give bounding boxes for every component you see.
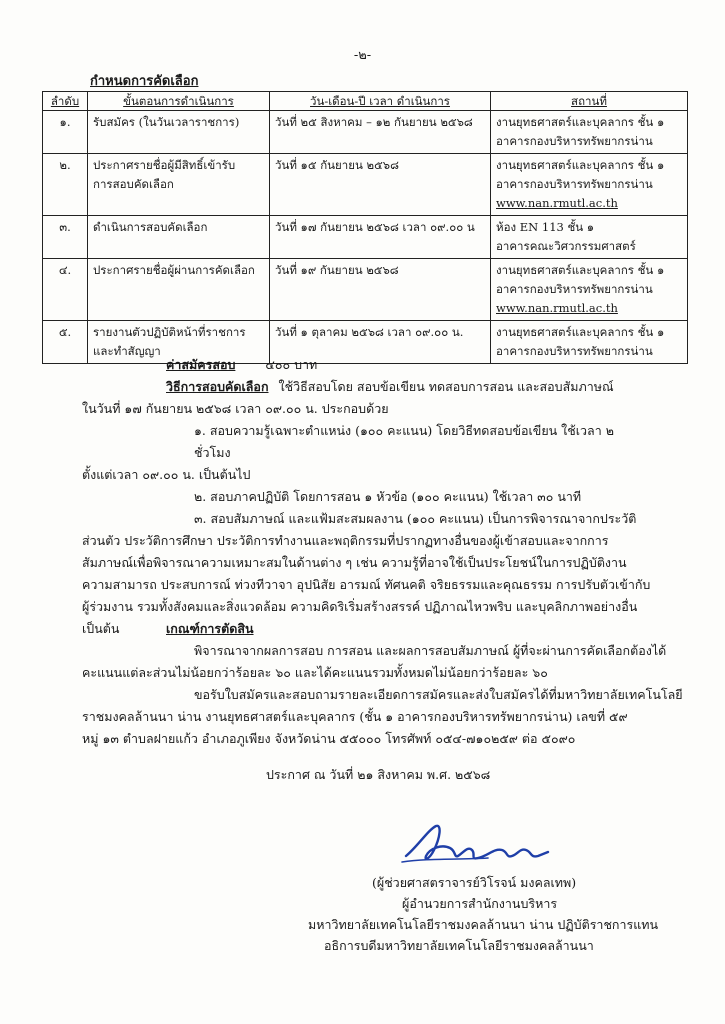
row-place (491, 216, 688, 259)
place-line: งานยุทธศาสตร์และบุคลากร ชั้น ๑ (496, 263, 665, 277)
step-line: ดำเนินการสอบคัดเลือก (93, 220, 208, 234)
website-link[interactable]: www.nan.rmutl.ac.th (496, 196, 618, 210)
method-item-3a: ๓. สอบสัมภาษณ์ และแฟ้มสะสมผลงาน (๑๐๐ คะแนน) เป็นการพิจารณาจากประวัติ (194, 511, 637, 526)
step-line: รายงานตัวปฏิบัติหน้าที่ราชการ (93, 325, 246, 339)
fee-value: ๔๐๐ บาท (265, 357, 318, 372)
signer-title-2: มหาวิทยาลัยเทคโนโลยีราชมงคลล้านนา น่าน ปฏิบัติราชการแทน (308, 917, 659, 932)
contact-line-2: ราชมงคลล้านนา น่าน งานยุทธศาสตร์และบุคลากร (ชั้น ๑ อาคารกองบริหารทรัพยากรน่าน) เลขที่ ๕๙ (82, 709, 628, 724)
criteria-line-1: พิจารณาจากผลการสอบ การสอน และผลการสอบสัมภาษณ์ ผู้ที่จะผ่านการคัดเลือกต้องได้ (194, 643, 667, 658)
row-step (88, 154, 270, 216)
signer-title-1: ผู้อำนวยการสำนักงานบริหาร (402, 896, 558, 911)
table-row (43, 259, 688, 321)
row-date: วันที่ ๑๗ กันยายน ๒๕๖๘ เวลา ๐๙.๐๐ น (270, 216, 491, 259)
method-item-3f: เป็นต้น (82, 621, 120, 636)
step-line: ประกาศรายชื่อผู้ผ่านการคัดเลือก (93, 263, 255, 277)
header-step: ขั้นตอนการดำเนินการ (88, 92, 270, 111)
method-label: วิธีการสอบคัดเลือก (166, 379, 269, 394)
step-line: รับสมัคร (ในวันเวลาราชการ) (93, 115, 240, 129)
signer-name: (ผู้ช่วยศาสตราจารย์วิโรจน์ มงคลเทพ) (372, 875, 577, 890)
method-intro: ใช้วิธีสอบโดย สอบข้อเขียน ทดสอบการสอน และสอบสัมภาษณ์ (278, 379, 614, 394)
page-number: -๒- (353, 48, 372, 63)
row-date: วันที่ ๑ ตุลาคม ๒๕๖๘ เวลา ๐๙.๐๐ น. (270, 321, 491, 364)
method-intro-2: ในวันที่ ๑๗ กันยายน ๒๕๖๘ เวลา ๐๙.๐๐ น. ประกอบด้วย (82, 401, 389, 416)
row-no: ๔. (43, 259, 88, 321)
table-row (43, 154, 688, 216)
method-item-3e: ผู้ร่วมงาน รวมทั้งสังคมและสิ่งแวดล้อม ความคิดริเริ่มสร้างสรรค์ ปฏิภาณไหวพริบ และบุคลิกภาพอย่างอื่น (82, 599, 638, 614)
place-line: อาคารกองบริหารทรัพยากรน่าน (496, 177, 653, 191)
contact-line-3: หมู่ ๑๓ ตำบลฝายแก้ว อำเภอภูเพียง จังหวัดน่าน ๕๕๐๐๐ โทรศัพท์ ๐๕๔-๗๑๐๒๕๙ ต่อ ๕๐๙๐ (82, 731, 576, 746)
row-no: ๑. (43, 111, 88, 154)
header-no: ลำดับ (43, 92, 88, 111)
signature-image (398, 818, 558, 878)
step-line: ประกาศรายชื่อผู้มีสิทธิ์เข้ารับ (93, 158, 236, 172)
place-line: งานยุทธศาสตร์และบุคลากร ชั้น ๑ (496, 325, 665, 339)
place-line: งานยุทธศาสตร์และบุคลากร ชั้น ๑ (496, 158, 665, 172)
step-line: การสอบคัดเลือก (93, 177, 174, 191)
header-place: สถานที่ (491, 92, 688, 111)
table-header-row (43, 92, 688, 111)
row-place (491, 259, 688, 321)
contact-line-1: ขอรับใบสมัครและสอบถามรายละเอียดการสมัครและส่งใบสมัครได้ที่มหาวิทยาลัยเทคโนโลยี (194, 687, 683, 702)
exam-method (82, 376, 651, 640)
row-step (88, 111, 270, 154)
row-date: วันที่ ๒๕ สิงหาคม – ๑๒ กันยายน ๒๕๖๘ (270, 111, 491, 154)
row-no: ๓. (43, 216, 88, 259)
method-item-3c: สัมภาษณ์เพื่อพิจารณาความเหมาะสมในด้านต่าง ๆ เช่น ความรู้ที่อาจใช้เป็นประโยชน์ในการปฏิบัติงาน (82, 555, 627, 570)
signer-title-3: อธิการบดีมหาวิทยาลัยเทคโนโลยีราชมงคลล้านนา (324, 938, 594, 953)
announce-date: ประกาศ ณ วันที่ ๒๑ สิงหาคม พ.ศ. ๒๕๖๘ (266, 767, 491, 782)
place-line: อาคารกองบริหารทรัพยากรน่าน (496, 282, 653, 296)
row-place (491, 154, 688, 216)
table-row (43, 111, 688, 154)
header-date: วัน-เดือน-ปี เวลา ดำเนินการ (270, 92, 491, 111)
place-line: อาคารกองบริหารทรัพยากรน่าน (496, 344, 653, 358)
place-line: งานยุทธศาสตร์และบุคลากร ชั้น ๑ (496, 115, 665, 129)
criteria-line-2: คะแนนแต่ละส่วนไม่น้อยกว่าร้อยละ ๖๐ และได้คะแนนรวมทั้งหมดไม่น้อยกว่าร้อยละ ๖๐ (82, 665, 548, 680)
row-date: วันที่ ๑๕ กันยายน ๒๕๖๘ (270, 154, 491, 216)
place-line: อาคารกองบริหารทรัพยากรน่าน (496, 134, 653, 148)
row-date: วันที่ ๑๙ กันยายน ๒๕๖๘ (270, 259, 491, 321)
step-line: และทำสัญญา (93, 344, 161, 358)
exam-fee (82, 354, 642, 376)
place-line: อาคารคณะวิศวกรรมศาสตร์ (496, 239, 636, 253)
place-line: ห้อง EN 113 ชั้น ๑ (496, 220, 595, 234)
row-no: ๕. (43, 321, 88, 364)
schedule-table (42, 91, 688, 364)
method-item-1a: ๑. สอบความรู้เฉพาะตำแหน่ง (๑๐๐ คะแนน) โดยวิธีทดสอบข้อเขียน ใช้เวลา ๒ ชั่วโมง (194, 423, 614, 460)
method-item-1b: ตั้งแต่เวลา ๐๙.๐๐ น. เป็นต้นไป (82, 467, 251, 482)
row-no: ๒. (43, 154, 88, 216)
fee-label: ค่าสมัครสอบ (166, 357, 236, 372)
method-item-3d: ความสามารถ ประสบการณ์ ท่วงทีวาจา อุปนิสัย อารมณ์ ทัศนคติ จริยธรรมและคุณธรรม การปรับตัวเข้ากับ (82, 577, 651, 592)
criteria-section (82, 618, 667, 684)
row-step (88, 216, 270, 259)
website-link[interactable]: www.nan.rmutl.ac.th (496, 301, 618, 315)
contact-section (82, 684, 683, 750)
method-item-2: ๒. สอบภาคปฏิบัติ โดยการสอน ๑ หัวข้อ (๑๐๐ คะแนน) ใช้เวลา ๓๐ นาที (194, 489, 582, 504)
table-row (43, 216, 688, 259)
row-step (88, 259, 270, 321)
row-place (491, 111, 688, 154)
criteria-label: เกณฑ์การตัดสิน (166, 621, 254, 636)
method-item-3b: ส่วนตัว ประวัติการศึกษา ประวัติการทำงานและพฤติกรรมที่ปรากฏทางอื่นของผู้เข้าสอบและจากการ (82, 533, 609, 548)
section-title: กำหนดการคัดเลือก (90, 74, 199, 89)
